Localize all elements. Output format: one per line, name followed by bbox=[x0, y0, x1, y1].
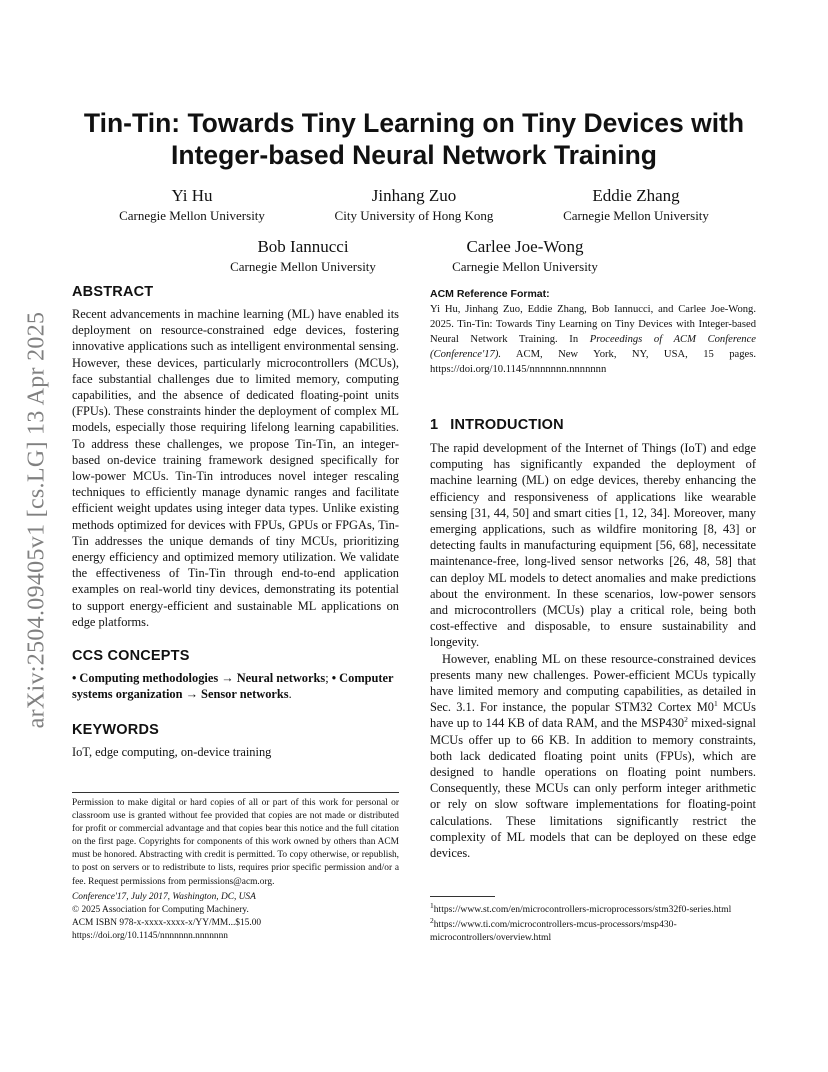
footnote-rule bbox=[430, 896, 495, 897]
intro-paragraph-1: The rapid development of the Internet of Things (IoT) and edge computing has significantly expanded the deployment of machine learning (ML) on edge devices, thereby enhancing the efficiency and responsiveness of applications like wearable sensing [31, 44, 50] and smart cities [1, 12, 34]. Moreover, many emerging applications, such as wildfire monitoring [8, 43] or detecting faults in manufacturing equipment [56, 68], necessitate maintenance-free, long-lived sensor networks [26, 48, 58] that can deploy ML models to detect anomalies and make predictions about the environment. In these scenarios, low-power sensors and microcontrollers (MCUs) play a critical role, being both cost-effective and disposable, to ensure sustainability and longevity. bbox=[430, 441, 756, 650]
section-number: 1 bbox=[430, 417, 439, 433]
author-name: Bob Iannucci bbox=[257, 237, 349, 256]
isbn-line: ACM ISBN 978-x-xxxx-xxxx-x/YY/MM...$15.00 bbox=[72, 917, 262, 928]
paper-title-line1: Tin-Tin: Towards Tiny Learning on Tiny Devices with bbox=[83, 108, 745, 138]
left-column bbox=[72, 284, 399, 761]
abstract-heading: ABSTRACT bbox=[72, 284, 154, 300]
author-name: Carlee Joe-Wong bbox=[466, 237, 584, 256]
intro-paragraph-2-b: MCUs have up to 144 KB of data RAM, and the MSP430 bbox=[430, 700, 756, 731]
ccs-concept-2: • Computer systems organization → Sensor networks bbox=[72, 671, 394, 702]
ccs-concept-1: • Computing methodologies → Neural networks bbox=[72, 671, 326, 686]
footnote-1 bbox=[430, 900, 756, 916]
keywords-heading: KEYWORDS bbox=[72, 722, 159, 739]
footnote-mark: 2 bbox=[430, 915, 434, 925]
doi-line: https://doi.org/10.1145/nnnnnnn.nnnnnnn bbox=[72, 930, 228, 941]
ccs-heading: CCS CONCEPTS bbox=[72, 648, 190, 665]
introduction-heading bbox=[430, 417, 756, 433]
intro-paragraph-2-c: mixed-signal MCUs offer up to 66 KB. In addition to memory constraints, both lack dedicated floating point units (FPUs), which are designed to handle operations on floating point numbers. Consequently, these MCUs can only perform integer arithmetic or rely on slow software implementations for floating-point calculations. These limitations significantly restrict the complexity of ML models that can be deployed on these edge devices. bbox=[430, 716, 756, 861]
acm-reference-heading: ACM Reference Format: bbox=[430, 288, 550, 300]
paper-title-line2: Integer-based Neural Network Training bbox=[171, 140, 657, 170]
section-title: INTRODUCTION bbox=[450, 417, 564, 433]
ccs-end: . bbox=[288, 687, 292, 702]
footnote-ref-2: 2 bbox=[684, 715, 688, 725]
footnote-link[interactable]: https://www.st.com/en/microcontrollers-microprocessors/stm32f0-series.html bbox=[433, 904, 732, 915]
acm-reference-text bbox=[430, 302, 756, 377]
author-block bbox=[203, 237, 403, 275]
author-affiliation: Carnegie Mellon University bbox=[230, 259, 376, 274]
author-affiliation: Carnegie Mellon University bbox=[119, 208, 265, 223]
keywords-text: IoT, edge computing, on-device training bbox=[72, 745, 272, 760]
author-block bbox=[92, 186, 292, 224]
author-name: Eddie Zhang bbox=[592, 186, 680, 205]
right-column bbox=[430, 288, 756, 861]
arxiv-stamp-text: arXiv:2504.09405v1 [cs.LG] 13 Apr 2025 bbox=[23, 311, 50, 729]
paper-title bbox=[60, 107, 768, 171]
author-block bbox=[536, 186, 736, 224]
author-name: Jinhang Zuo bbox=[371, 186, 457, 205]
author-block bbox=[425, 237, 625, 275]
copyright-line: © 2025 Association for Computing Machinery. bbox=[72, 904, 249, 915]
footnote-2 bbox=[430, 915, 756, 944]
acm-reference-part1: Yi Hu, Jinhang Zuo, Eddie Zhang, Bob Iannucci, and Carlee Joe-Wong. 2025. Tin-Tin: Towards Tiny Learning on Tiny Devices with Integer-based Neural Network Training. In bbox=[430, 304, 756, 345]
author-block bbox=[314, 186, 514, 224]
footnote-link[interactable]: https://www.ti.com/microcontrollers-mcus-processors/msp430-microcontrollers/overview.html bbox=[430, 919, 677, 943]
ccs-concepts bbox=[72, 670, 399, 702]
permission-text: Permission to make digital or hard copies of all or part of this work for personal or classroom use is granted without fee provided that copies are not made or distributed for profit or commercial advantage and that copies bear this notice and the full citation on the first page. Copyrights for components of this work owned by others than ACM must be honored. Abstracting with credit is permitted. To copy otherwise, or republish, to post on servers or to redistribute to lists, requires prior specific permission and/or a fee. Request permissions from permissions@acm.org. bbox=[72, 798, 399, 887]
intro-paragraph-2-a: However, enabling ML on these resource-constrained devices presents many new challenges. Power-efficient MCUs typically have limited memory and computing capabilities, as detailed in Sec. 3.1. For instance, the popular STM32 Cortex M0 bbox=[430, 651, 756, 715]
ccs-separator: ; bbox=[325, 671, 332, 686]
footnotes bbox=[430, 896, 756, 946]
author-name: Yi Hu bbox=[171, 186, 213, 205]
footnote-mark: 1 bbox=[430, 900, 434, 910]
abstract-text: Recent advancements in machine learning (ML) have enabled its deployment on resource-constrained edge devices, fostering innovative applications such as intelligent environmental sensing. However, these devices, particularly microcontrollers (MCUs), face substantial challenges due to limited memory, computing capabilities, and the absence of dedicated floating-point units (FPUs). These constraints hinder the deployment of complex ML models, especially those requiring lifelong learning capabilities. To address these challenges, we propose Tin-Tin, an integer-based on-device training framework designed specifically for low-power MCUs. Tin-Tin introduces novel integer rescaling techniques to efficiently manage dynamic ranges and facilitate efficient weight updates using integer data types. Unlike existing methods optimized for devices with FPUs, GPUs or FPGAs, Tin-Tin addresses the unique demands of tiny MCUs, prioritizing energy efficiency and optimized memory utilization. We validate the effectiveness of Tin-Tin through end-to-end application examples on real-world tiny devices, demonstrating its potential to support energy-efficient and sustainable ML applications on edge platforms. bbox=[72, 307, 399, 629]
author-affiliation: Carnegie Mellon University bbox=[452, 259, 598, 274]
author-affiliation: City University of Hong Kong bbox=[334, 208, 494, 223]
acm-reference-part2: ACM, New York, NY, USA, 15 pages. https://doi.org/10.1145/nnnnnnn.nnnnnnn bbox=[430, 349, 756, 375]
conference-info: Conference'17, July 2017, Washington, DC, USA bbox=[72, 891, 256, 902]
intro-paragraph-2 bbox=[430, 651, 756, 862]
footnote-ref-1: 1 bbox=[713, 699, 718, 709]
author-affiliation: Carnegie Mellon University bbox=[563, 208, 709, 223]
permission-block bbox=[72, 792, 399, 943]
acm-reference-proceedings: Proceedings of ACM Conference (Conference'17). bbox=[430, 334, 757, 360]
